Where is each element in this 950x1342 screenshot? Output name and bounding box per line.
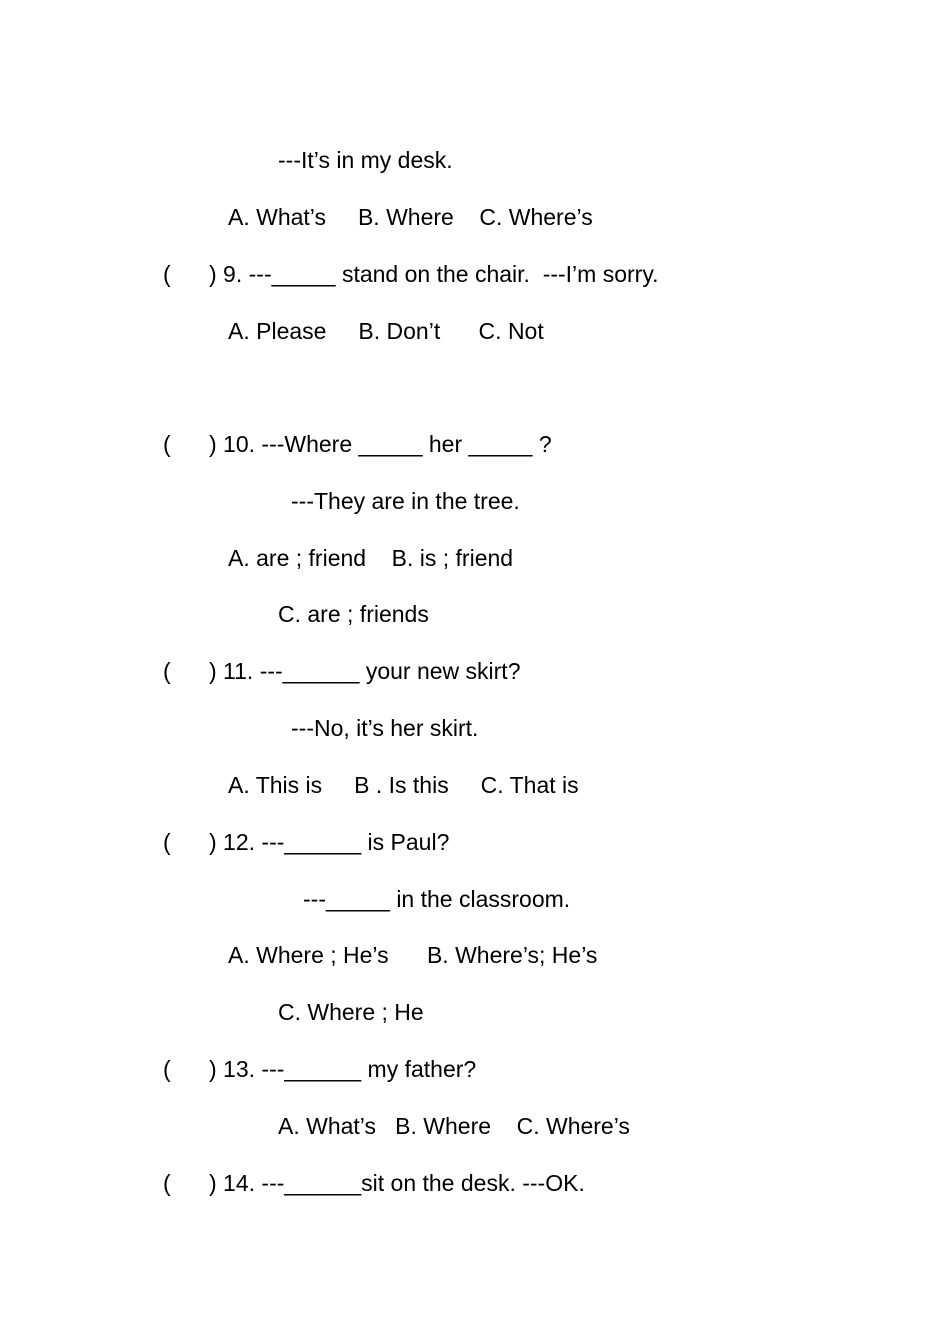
options-q9: A. Please B. Don’t C. Not — [228, 318, 544, 344]
answer-line-q12: ---_____ in the classroom. — [303, 886, 571, 912]
answer-line-q8: ---It’s in my desk. — [278, 147, 453, 173]
answer-line-q11: ---No, it’s her skirt. — [291, 715, 479, 741]
options-q8: A. What’s B. Where C. Where’s — [228, 204, 593, 230]
options-q10-c: C. are ; friends — [278, 601, 429, 627]
options-q12-ab: A. Where ; He’s B. Where’s; He’s — [228, 942, 598, 968]
options-q10-ab: A. are ; friend B. is ; friend — [228, 545, 514, 571]
question-12: ( ) 12. ---______ is Paul? — [163, 829, 450, 855]
question-10: ( ) 10. ---Where _____ her _____ ? — [163, 431, 552, 457]
options-q13: A. What’s B. Where C. Where’s — [278, 1113, 630, 1139]
question-13: ( ) 13. ---______ my father? — [163, 1056, 477, 1082]
question-9: ( ) 9. ---_____ stand on the chair. ---I’m sorry. — [163, 261, 659, 287]
options-q11: A. This is B . Is this C. That is — [228, 772, 579, 798]
options-q12-c: C. Where ; He — [278, 999, 424, 1025]
answer-line-q10: ---They are in the tree. — [291, 488, 520, 514]
question-14: ( ) 14. ---______sit on the desk. ---OK. — [163, 1170, 585, 1196]
question-11: ( ) 11. ---______ your new skirt? — [163, 658, 521, 684]
